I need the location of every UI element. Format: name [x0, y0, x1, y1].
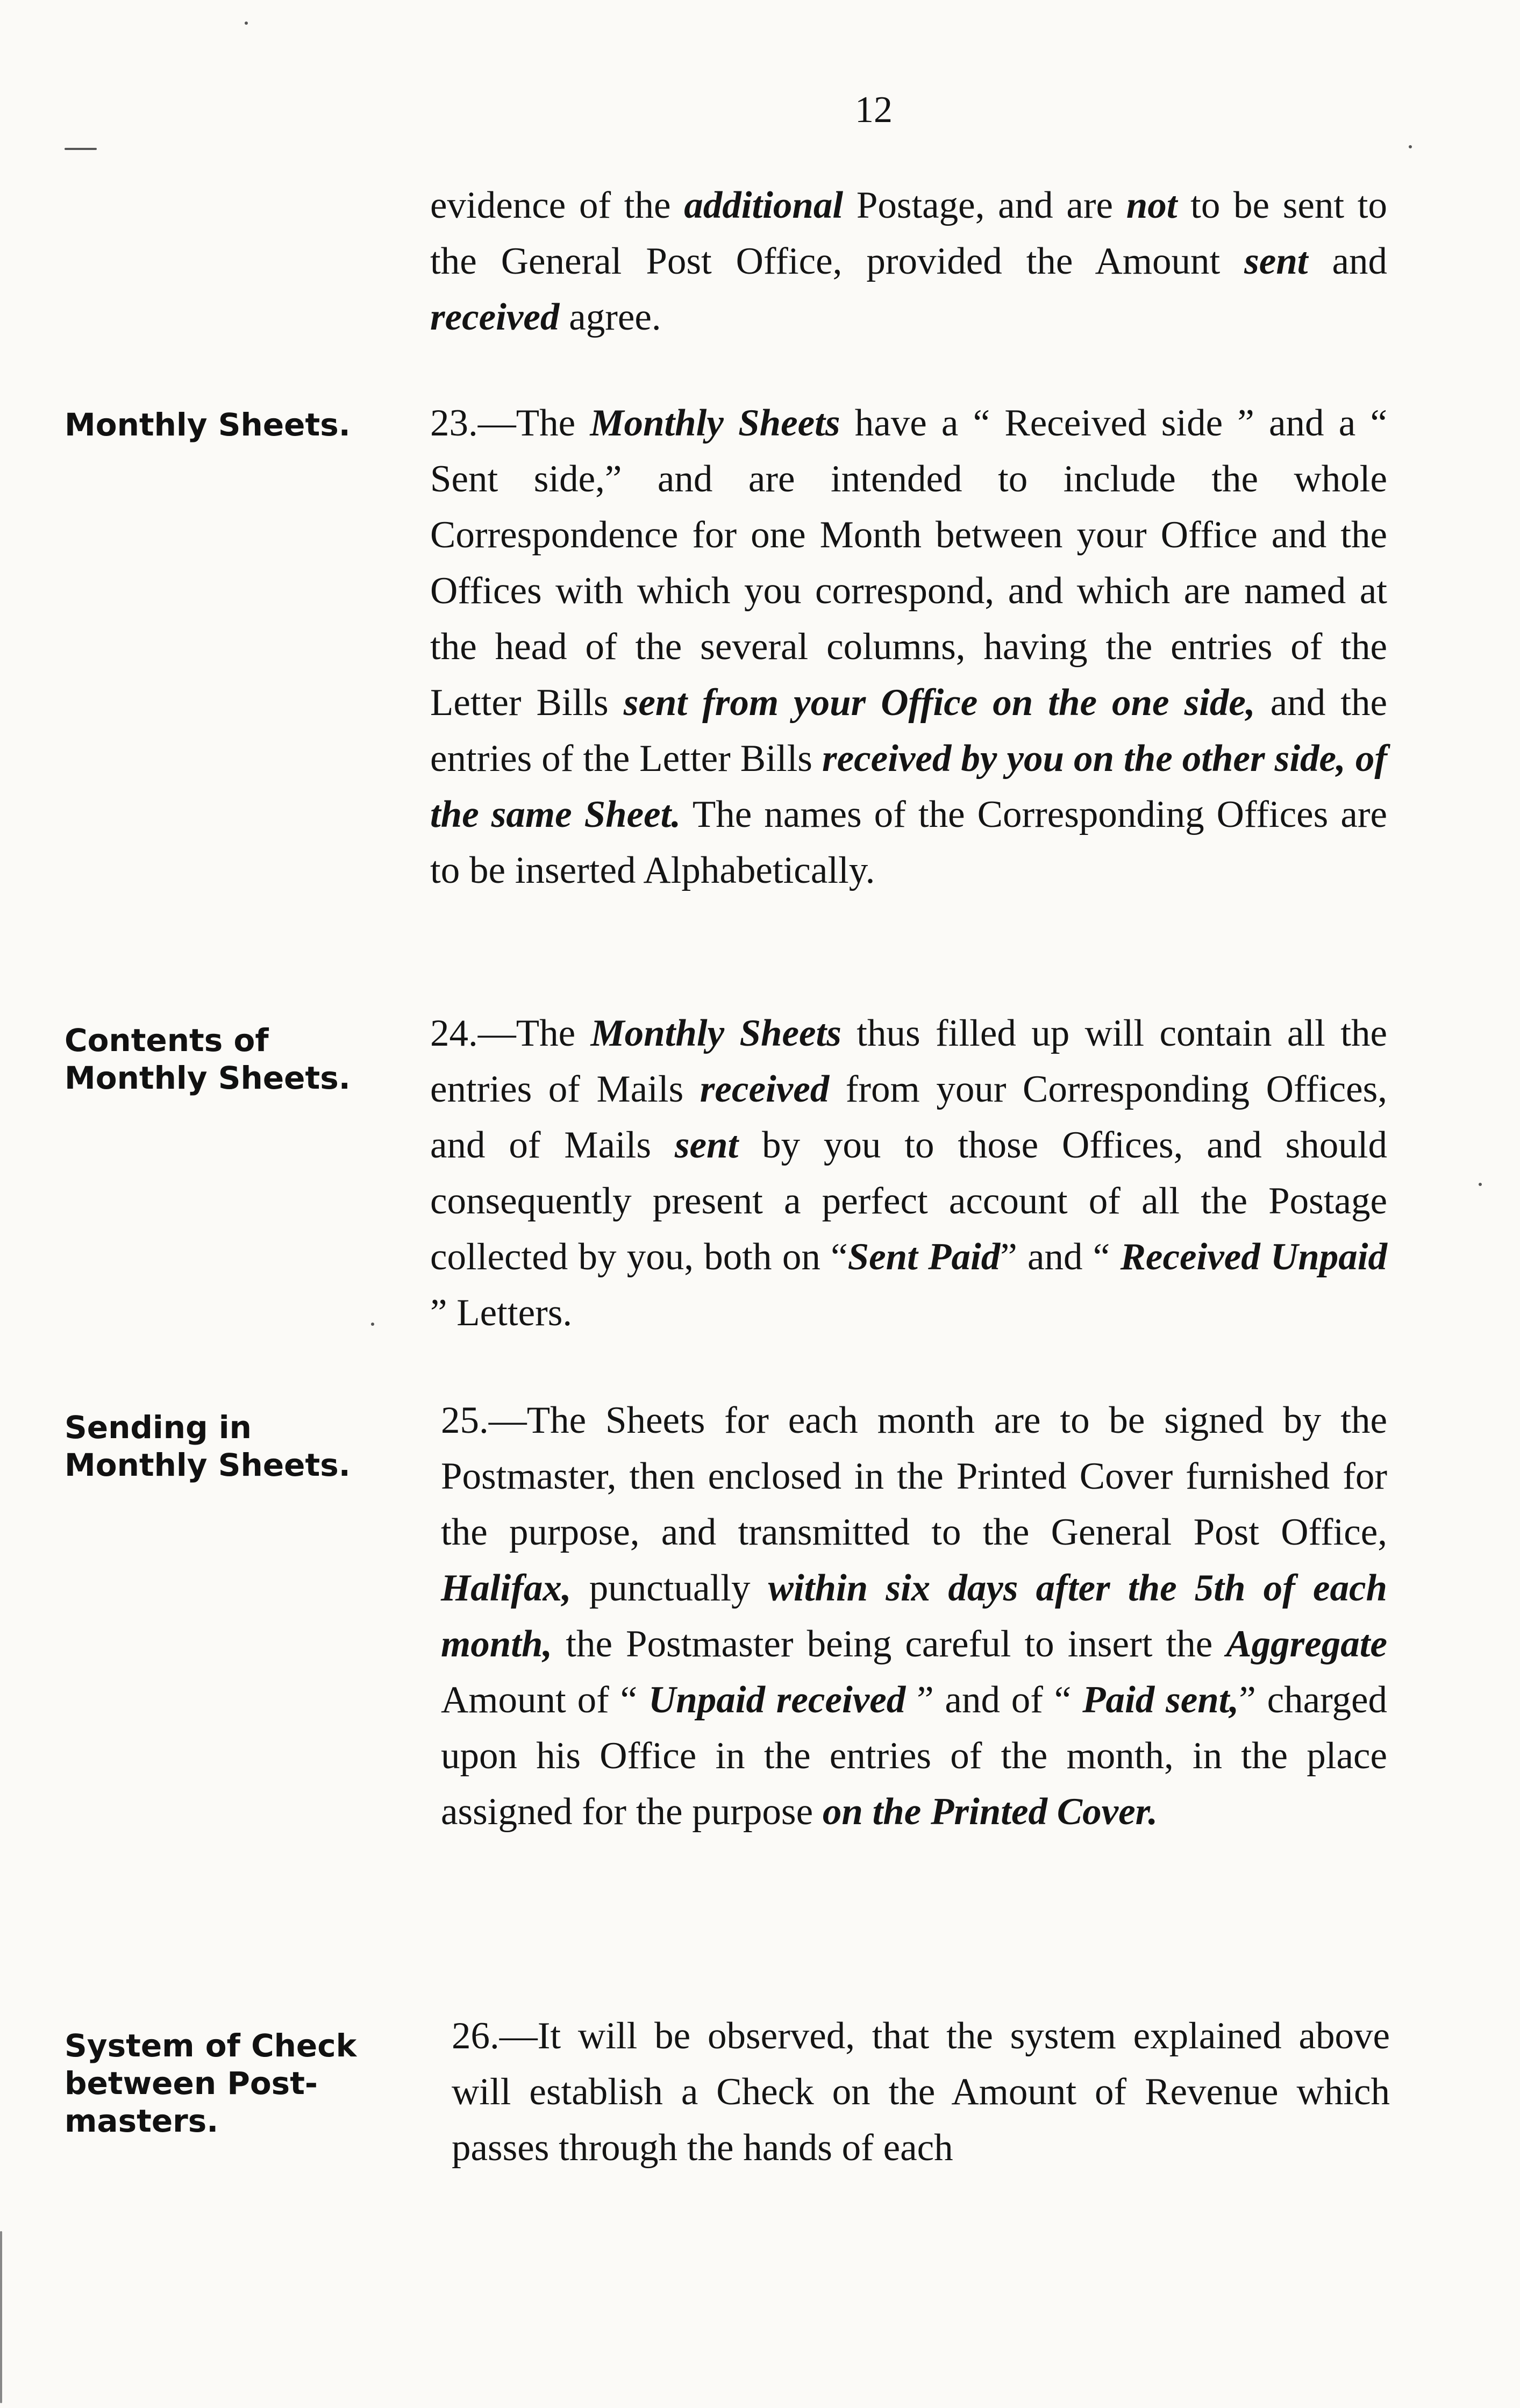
text-run: by you to those Offices, and should consequently present a perfect account of all the Postage collected by you, both on “: [430, 1124, 1387, 1278]
page-number: 12: [855, 89, 893, 131]
text-run: 26.—It will be observed, that the system explained above will establish a Check on the Amount of Revenue which passes through the hands of each: [452, 2015, 1390, 2169]
paragraph-23: [430, 395, 1387, 898]
text-run: Postage, and are: [843, 184, 1126, 226]
text-run-emphasis: sent: [1244, 240, 1308, 282]
text-run: to be sent to the General Post Office, provided the Amount: [430, 184, 1388, 282]
text-run-emphasis: Received Unpaid: [1120, 1236, 1387, 1278]
margin-note-system-of-check: [65, 2027, 430, 2140]
text-run: 24.—The: [430, 1012, 591, 1054]
text-run: have a “ Received side ” and a “ Sent side,” and are intended to include the whole Correspondence for one Month between your Office and the Offices with which you correspond, and which are named at the head of the several columns, having the entries of the Letter Bills: [430, 402, 1387, 724]
text-run: ” charged upon his Office in the entries of the month, in the place assigned for the purpose: [441, 1679, 1388, 1833]
text-run-emphasis: sent from your Office on the one side,: [623, 682, 1255, 724]
margin-note-line: System of Check: [65, 2027, 357, 2064]
text-run: from your Corresponding Offices, and of Mails: [430, 1068, 1387, 1166]
scan-speck: [1479, 1183, 1482, 1186]
text-run-emphasis: Monthly Sheets: [590, 1012, 841, 1054]
paragraph-continuation: [430, 177, 1387, 345]
margin-note-line: between Post-: [65, 2065, 318, 2102]
text-run-emphasis: Aggregate: [1226, 1623, 1387, 1665]
text-run-emphasis: within six days after the 5th of each month,: [441, 1567, 1387, 1665]
margin-note-line: masters.: [65, 2103, 219, 2139]
text-run-emphasis: received by you on the other side, of the same Sheet.: [430, 738, 1387, 835]
text-run: ” and of “: [905, 1679, 1083, 1721]
text-run-emphasis: on the Printed Cover.: [822, 1791, 1158, 1833]
text-run-emphasis: received: [700, 1068, 830, 1110]
margin-note-line: Monthly Sheets.: [65, 1060, 351, 1096]
text-run: 25.—The Sheets for each month are to be signed by the Postmaster, then enclosed in the Printed Cover furnished for the purpose, and transmitted to the General Post Office,: [441, 1399, 1387, 1553]
text-run: and the entries of the Letter Bills: [430, 682, 1387, 780]
margin-note-line: Contents of: [65, 1022, 269, 1059]
text-run: evidence of the: [430, 184, 684, 226]
scan-speck: [65, 148, 97, 150]
text-run-emphasis: Sent Paid: [847, 1236, 1001, 1278]
text-run: ” and “: [1000, 1236, 1121, 1278]
text-run: and: [1308, 240, 1387, 282]
margin-note-contents-of-monthly-sheets: [65, 1021, 430, 1097]
text-run-emphasis: received: [430, 296, 560, 338]
scan-speck: [1409, 145, 1412, 148]
scan-speck: [245, 22, 248, 25]
text-run-emphasis: Paid sent,: [1082, 1679, 1239, 1721]
paragraph-26: [452, 2008, 1390, 2176]
text-run: ” Letters.: [430, 1292, 573, 1334]
text-run: punctually: [571, 1567, 768, 1609]
paragraph-24: [430, 1005, 1387, 1341]
text-run-emphasis: Unpaid received: [648, 1679, 906, 1721]
margin-note-line: Sending in: [65, 1409, 252, 1446]
text-run: 23.—The: [430, 402, 590, 444]
paragraph-25: [441, 1392, 1387, 1840]
text-run: Amount of “: [441, 1679, 648, 1721]
text-run-emphasis: Halifax,: [441, 1567, 572, 1609]
margin-note-line: Monthly Sheets.: [65, 406, 351, 443]
text-run-emphasis: additional: [684, 184, 844, 226]
text-run: the Postmaster being careful to insert the: [552, 1623, 1226, 1665]
text-run: The names of the Corresponding Offices are to be inserted Alphabetically.: [430, 794, 1387, 891]
margin-note-line: Monthly Sheets.: [65, 1447, 351, 1483]
text-run: agree.: [559, 296, 661, 338]
text-run-emphasis: not: [1126, 184, 1178, 226]
text-run-emphasis: sent: [674, 1124, 739, 1166]
text-run: thus filled up will contain all the entries of Mails: [430, 1012, 1387, 1110]
scan-speck: [371, 1323, 374, 1326]
scan-speck: [0, 2231, 2, 2403]
text-run-emphasis: Monthly Sheets: [590, 402, 840, 444]
margin-note-sending-in-monthly-sheets: [65, 1409, 430, 1484]
margin-note-monthly-sheets: [65, 406, 430, 444]
